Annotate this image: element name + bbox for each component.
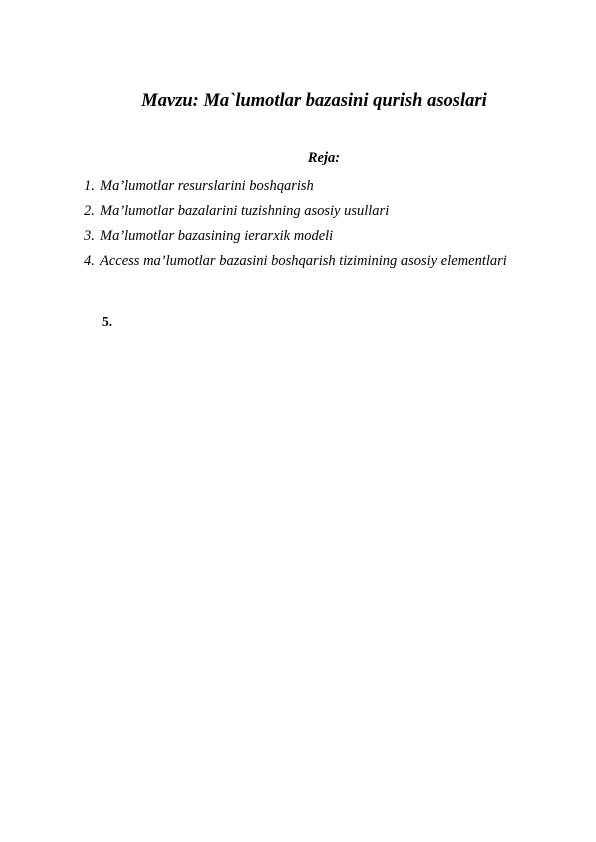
plan-item-text: Access ma’lumotlar bazasini boshqarish tizimining asosiy elementlari [100,253,507,269]
trailing-list-number: 5. [102,314,113,329]
plan-item-4 [84,251,507,276]
plan-item-number: 1. [84,178,95,194]
plan-item-number: 2. [84,203,95,219]
plan-item-text: Ma’lumotlar bazalarini tuzishning asosiy usullari [100,203,390,219]
plan-item-text: Ma’lumotlar bazasining ierarxik modeli [100,228,334,244]
plan-item-text: Ma’lumotlar resurslarini boshqarish [100,178,314,194]
plan-item-3 [84,226,507,251]
plan-item-number: 4. [84,253,95,269]
plan-item-1 [84,176,507,201]
plan-item-2 [84,201,507,226]
plan-heading: Reja: [307,150,341,166]
page-title: Mavzu: Ma`lumotlar bazasini qurish asoslari [141,91,487,111]
plan-item-number: 3. [84,228,95,244]
plan-list [84,176,507,276]
